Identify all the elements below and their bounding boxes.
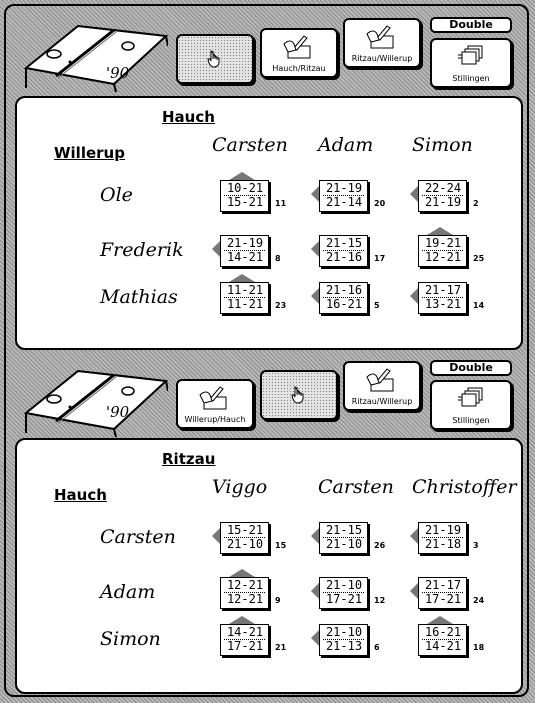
set2-score: 21-14 — [325, 195, 363, 209]
panel2-opponent-label: Hauch — [54, 486, 107, 504]
panel1-column-header: Adam — [318, 134, 374, 156]
panel1-score-card[interactable] — [316, 172, 368, 209]
willerup-hauch-button[interactable]: Willerup/Hauch — [176, 379, 254, 429]
set1-score: 21-17 — [424, 578, 462, 592]
panel2-column-header: Christoffer — [412, 476, 517, 498]
panel1-match-number: 23 — [275, 301, 287, 310]
badminton-court-logo — [18, 361, 168, 437]
toolbar-bottom — [10, 355, 525, 437]
panel1-match-number: 8 — [275, 254, 281, 263]
panel1-column-header: Simon — [412, 134, 473, 156]
triangle-left-icon — [410, 528, 418, 544]
set1-score: 12-21 — [226, 578, 264, 592]
panel1-score-card[interactable] — [415, 274, 467, 311]
set1-score: 21-16 — [325, 283, 363, 297]
score-box — [418, 624, 467, 656]
stillingen-button[interactable]: Stillingen — [430, 380, 512, 430]
set2-score: 21-13 — [325, 639, 363, 653]
panel2-match-number: 3 — [473, 541, 479, 550]
panel2-match-number: 6 — [374, 643, 380, 652]
panel2-score-card[interactable] — [316, 616, 368, 653]
score-box — [418, 577, 467, 609]
set2-score: 17-21 — [325, 592, 363, 606]
score-box — [220, 522, 269, 554]
panel2-score-card[interactable] — [217, 514, 269, 551]
set1-score: 21-10 — [325, 625, 363, 639]
panel1-match-number: 25 — [473, 254, 485, 263]
panel1-row-label: Mathias — [100, 286, 178, 308]
score-box — [319, 180, 368, 212]
set1-score: 16-21 — [424, 625, 462, 639]
set2-score: 14-21 — [226, 250, 264, 264]
ritzau-willerup-button[interactable]: Ritzau/Willerup — [343, 18, 421, 68]
set1-score: 19-21 — [424, 236, 462, 250]
triangle-left-icon — [311, 528, 319, 544]
panel2-match-number: 26 — [374, 541, 386, 550]
ritzau-willerup-button[interactable]: Ritzau/Willerup — [343, 361, 421, 411]
set1-score: 21-19 — [325, 181, 363, 195]
set2-score: 13-21 — [424, 297, 462, 311]
set2-score: 21-10 — [226, 537, 264, 551]
set2-score: 21-19 — [424, 195, 462, 209]
triangle-up-icon — [229, 616, 255, 624]
set1-score: 22-24 — [424, 181, 462, 195]
panel2-match-number: 15 — [275, 541, 287, 550]
set1-score: 11-21 — [226, 283, 264, 297]
panel2-score-card[interactable] — [415, 514, 467, 551]
set1-score: 21-19 — [226, 236, 264, 250]
writing-hand-icon — [365, 367, 399, 393]
panel1-match-number: 11 — [275, 199, 287, 208]
set1-score: 21-17 — [424, 283, 462, 297]
score-box — [418, 282, 467, 314]
triangle-left-icon — [212, 241, 220, 257]
set2-score: 14-21 — [424, 639, 462, 653]
set2-score: 21-16 — [325, 250, 363, 264]
set2-score: 11-21 — [226, 297, 264, 311]
panel1-score-card[interactable] — [316, 274, 368, 311]
panel1-score-card[interactable] — [217, 172, 269, 209]
panel1-column-header: Carsten — [212, 134, 288, 156]
set2-score: 17-21 — [226, 639, 264, 653]
logo-year: '90 — [106, 403, 130, 421]
double-button[interactable]: Double — [430, 17, 512, 33]
set1-score: 15-21 — [226, 523, 264, 537]
set2-score: 12-21 — [424, 250, 462, 264]
panel2-column-header: Carsten — [318, 476, 394, 498]
score-box — [418, 180, 467, 212]
toolbar-top — [10, 10, 525, 92]
panel1-score-card[interactable] — [316, 227, 368, 264]
triangle-up-icon — [229, 172, 255, 180]
score-box — [418, 235, 467, 267]
triangle-left-icon — [311, 630, 319, 646]
panel1-opponent-label: Willerup — [54, 144, 125, 162]
panel1-score-card[interactable] — [217, 227, 269, 264]
hauch-ritzau-button[interactable]: Hauch/Ritzau — [260, 28, 338, 78]
set2-score: 21-18 — [424, 537, 462, 551]
panel2-row-label: Carsten — [100, 526, 176, 548]
triangle-left-icon — [311, 583, 319, 599]
set1-score: 21-15 — [325, 523, 363, 537]
panel2-score-card[interactable] — [415, 569, 467, 606]
panel1-match-number: 14 — [473, 301, 485, 310]
writing-hand-icon — [198, 385, 232, 411]
panel2-match-number: 18 — [473, 643, 485, 652]
writing-hand-icon — [282, 34, 316, 60]
triangle-left-icon — [410, 583, 418, 599]
panel2-match-number: 12 — [374, 596, 386, 605]
set1-score: 21-10 — [325, 578, 363, 592]
triangle-left-icon — [410, 186, 418, 202]
set2-score: 21-10 — [325, 537, 363, 551]
panel2-match-number: 24 — [473, 596, 485, 605]
double-button[interactable]: Double — [430, 360, 512, 376]
set2-score: 16-21 — [325, 297, 363, 311]
panel2-score-card[interactable] — [316, 569, 368, 606]
triangle-left-icon — [311, 288, 319, 304]
panel1-score-card[interactable] — [415, 172, 467, 209]
score-box — [220, 235, 269, 267]
stacked-cards-icon — [458, 44, 484, 66]
hand-tool-button[interactable] — [176, 34, 254, 84]
triangle-left-icon — [311, 241, 319, 257]
triangle-left-icon — [311, 186, 319, 202]
set1-score: 14-21 — [226, 625, 264, 639]
triangle-left-icon — [410, 288, 418, 304]
hand-pointer-icon — [291, 386, 307, 404]
panel1-match-number: 17 — [374, 254, 386, 263]
panel2-match-number: 21 — [275, 643, 287, 652]
set1-score: 21-19 — [424, 523, 462, 537]
panel2-row-label: Adam — [100, 581, 156, 603]
set2-score: 12-21 — [226, 592, 264, 606]
panel2-column-header: Viggo — [212, 476, 268, 498]
triangle-up-icon — [427, 227, 453, 235]
score-box — [319, 624, 368, 656]
hand-pointer-icon — [207, 50, 223, 68]
triangle-up-icon — [427, 616, 453, 624]
panel1-score-card[interactable] — [415, 227, 467, 264]
badminton-court-logo — [18, 16, 168, 92]
panel2-match-number: 9 — [275, 596, 281, 605]
panel1-row-label: Ole — [100, 184, 133, 206]
score-box — [220, 180, 269, 212]
set1-score: 10-21 — [226, 181, 264, 195]
set2-score: 15-21 — [226, 195, 264, 209]
writing-hand-icon — [365, 24, 399, 50]
triangle-up-icon — [229, 569, 255, 577]
score-box — [319, 522, 368, 554]
hand-tool-button[interactable] — [260, 370, 338, 420]
score-box — [220, 624, 269, 656]
score-box — [418, 522, 467, 554]
score-box — [319, 577, 368, 609]
panel2-score-card[interactable] — [316, 514, 368, 551]
triangle-up-icon — [229, 274, 255, 282]
score-box — [319, 235, 368, 267]
panel1-row-label: Frederik — [100, 239, 184, 261]
stillingen-button[interactable]: Stillingen — [430, 38, 512, 88]
panel2-score-card[interactable] — [217, 569, 269, 606]
score-box — [220, 577, 269, 609]
panel1-match-number: 2 — [473, 199, 479, 208]
triangle-left-icon — [212, 528, 220, 544]
stacked-cards-icon — [458, 386, 484, 408]
score-box — [220, 282, 269, 314]
set2-score: 17-21 — [424, 592, 462, 606]
panel2-title: Ritzau — [162, 450, 216, 468]
panel2-row-label: Simon — [100, 628, 161, 650]
panel1-match-number: 20 — [374, 199, 386, 208]
panel1-score-card[interactable] — [217, 274, 269, 311]
score-box — [319, 282, 368, 314]
logo-year: '90 — [106, 64, 130, 82]
panel2-score-card[interactable] — [217, 616, 269, 653]
set1-score: 21-15 — [325, 236, 363, 250]
panel2-score-card[interactable] — [415, 616, 467, 653]
panel1-title: Hauch — [162, 108, 215, 126]
panel1-match-number: 5 — [374, 301, 380, 310]
